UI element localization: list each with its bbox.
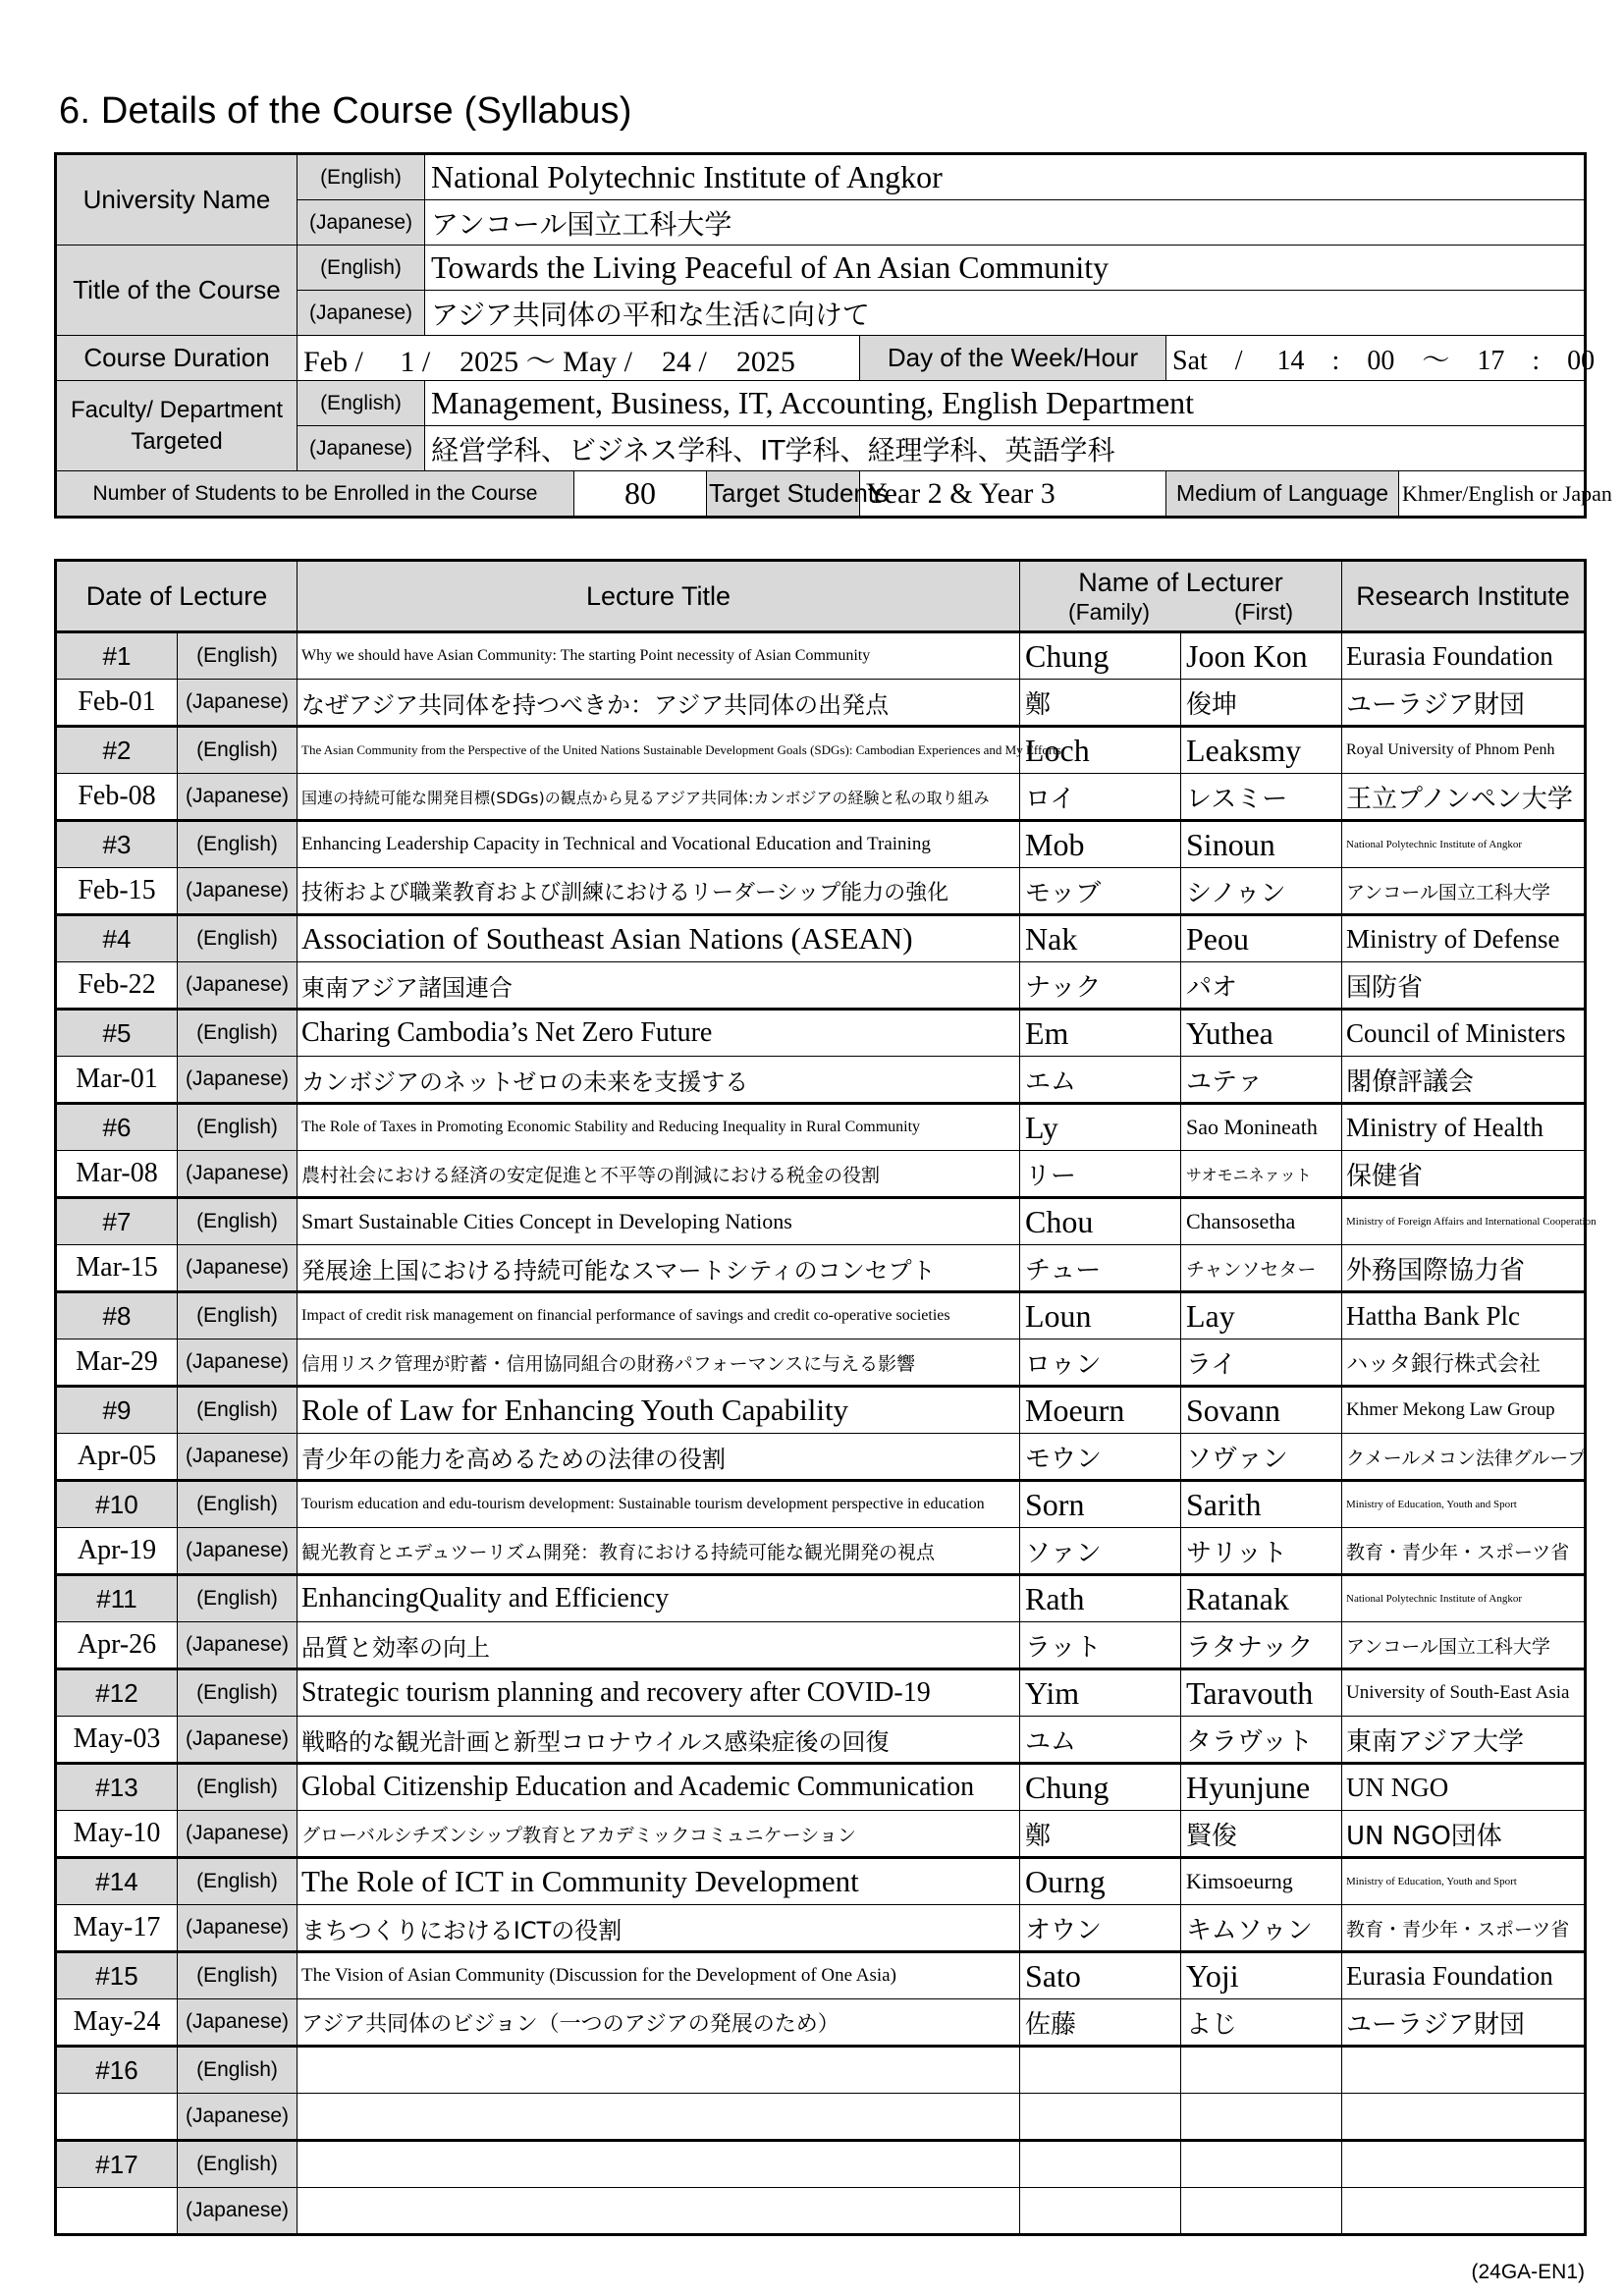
lecturer-first-name-en <box>1181 2047 1342 2094</box>
research-institute-en: Council of Ministers <box>1342 1010 1586 1057</box>
lecturer-first-name-jp: ユテァ <box>1181 1057 1342 1104</box>
course-duration-label: Course Duration <box>56 336 298 381</box>
lang-label-japanese: (Japanese) <box>178 2188 298 2235</box>
lang-label-japanese: (Japanese) <box>178 1528 298 1575</box>
lecture-number: #3 <box>56 821 178 868</box>
header-first-name: (First) <box>1233 599 1293 625</box>
lecturer-family-name-jp: ソァン <box>1020 1528 1181 1575</box>
lecturer-family-name-jp: 鄭 <box>1020 1811 1181 1858</box>
lecture-row-english <box>56 1387 1586 1434</box>
lecture-number: #5 <box>56 1010 178 1057</box>
research-institute-en: Ministry of Education, Youth and Sport <box>1342 1481 1586 1528</box>
research-institute-en <box>1342 2141 1586 2188</box>
lecturer-first-name-jp: ソヴァン <box>1181 1434 1342 1481</box>
lecture-row-english <box>56 1198 1586 1245</box>
header-lecturer-name-label: Name of Lecturer <box>1078 568 1283 597</box>
target-students-value: Year 2 & Year 3 <box>860 471 1166 518</box>
lecture-row-japanese <box>56 2188 1586 2235</box>
lecture-date: Apr-05 <box>56 1434 178 1481</box>
lecturer-first-name-jp: タラヴット <box>1181 1717 1342 1764</box>
lecturer-family-name-jp: 鄭 <box>1020 680 1181 727</box>
lang-label-japanese: (Japanese) <box>178 680 298 727</box>
lang-label-english: (English) <box>178 915 298 962</box>
lecturer-first-name-en: Leaksmy <box>1181 727 1342 774</box>
lecturer-family-name-en: Mob <box>1020 821 1181 868</box>
lecture-date: Apr-26 <box>56 1622 178 1669</box>
research-institute-en <box>1342 2047 1586 2094</box>
lecturer-first-name-en: Lay <box>1181 1292 1342 1339</box>
lang-label-english: (English) <box>178 1010 298 1057</box>
lecture-title-en <box>298 2141 1020 2188</box>
lang-label-english: (English) <box>298 381 425 426</box>
lecture-row-japanese <box>56 2094 1586 2141</box>
lecture-row-english <box>56 915 1586 962</box>
lecture-title-en: The Role of Taxes in Promoting Economic Stability and Reducing Inequality in Rural Community <box>298 1104 1020 1151</box>
lang-label-japanese: (Japanese) <box>178 1811 298 1858</box>
research-institute-en: Eurasia Foundation <box>1342 1952 1586 1999</box>
lecture-title-en: Global Citizenship Education and Academic Communication <box>298 1764 1020 1811</box>
lecture-title-jp: 信用リスク管理が貯蓄・信用協同組合の財務パフォーマンスに与える影響 <box>298 1339 1020 1387</box>
lang-label-japanese: (Japanese) <box>178 1717 298 1764</box>
lecture-title-en: Role of Law for Enhancing Youth Capability <box>298 1387 1020 1434</box>
lecture-row-japanese <box>56 774 1586 821</box>
lang-label-english: (English) <box>178 2047 298 2094</box>
lecture-row-japanese <box>56 1057 1586 1104</box>
lang-label-english: (English) <box>178 2141 298 2188</box>
lecture-number: #9 <box>56 1387 178 1434</box>
lecture-number: #17 <box>56 2141 178 2188</box>
lecture-number: #12 <box>56 1669 178 1717</box>
header-family-name: (Family) <box>1067 599 1151 625</box>
lecture-date: Apr-19 <box>56 1528 178 1575</box>
lecture-number: #16 <box>56 2047 178 2094</box>
lecture-row-english <box>56 1669 1586 1717</box>
lecturer-first-name-en: Sarith <box>1181 1481 1342 1528</box>
lang-label-japanese: (Japanese) <box>178 1905 298 1952</box>
lecture-row-english <box>56 1104 1586 1151</box>
lecture-row-english <box>56 2141 1586 2188</box>
lecturer-family-name-jp: ユム <box>1020 1717 1181 1764</box>
lecture-title-en: The Role of ICT in Community Development <box>298 1858 1020 1905</box>
lecturer-first-name-en: Yuthea <box>1181 1010 1342 1057</box>
lecture-title-en: The Vision of Asian Community (Discussion for the Development of One Asia) <box>298 1952 1020 1999</box>
lecture-title-jp: 技術および職業教育および訓練におけるリーダーシップ能力の強化 <box>298 868 1020 915</box>
lecture-title-en: Strategic tourism planning and recovery after COVID-19 <box>298 1669 1020 1717</box>
lecture-title-jp: まちつくりにおけるICTの役割 <box>298 1905 1020 1952</box>
lecture-row-english <box>56 1481 1586 1528</box>
lang-label-japanese: (Japanese) <box>178 1339 298 1387</box>
lecture-rows <box>56 632 1597 2235</box>
lecture-title-jp: グローバルシチズンシップ教育とアカデミックコミュニケーション <box>298 1811 1020 1858</box>
lecturer-first-name-jp: サオモニネァット <box>1181 1151 1342 1198</box>
faculty-label: Faculty/ Department Targeted <box>56 381 298 471</box>
research-institute-jp: アンコール国立工科大学 <box>1342 1622 1586 1669</box>
lang-label-english: (English) <box>178 727 298 774</box>
lecture-title-en <box>298 2047 1020 2094</box>
lecture-title-jp <box>298 2094 1020 2141</box>
lecturer-family-name-jp: チュー <box>1020 1245 1181 1292</box>
lecturer-family-name-en: Rath <box>1020 1575 1181 1622</box>
lecture-row-japanese <box>56 1245 1586 1292</box>
research-institute-jp: ハッタ銀行株式会社 <box>1342 1339 1586 1387</box>
lecturer-first-name-jp: ライ <box>1181 1339 1342 1387</box>
lecture-title-jp <box>298 2188 1020 2235</box>
lecturer-family-name-en <box>1020 2047 1181 2094</box>
lang-label-english: (English) <box>298 154 425 200</box>
lecturer-first-name-en: Sinoun <box>1181 821 1342 868</box>
lecture-date: Feb-15 <box>56 868 178 915</box>
lecture-title-en: Enhancing Leadership Capacity in Technical and Vocational Education and Training <box>298 821 1020 868</box>
lecture-date: May-17 <box>56 1905 178 1952</box>
research-institute-jp: 教育・青少年・スポーツ省 <box>1342 1528 1586 1575</box>
lecturer-first-name-jp <box>1181 2188 1342 2235</box>
lecture-title-en: Charing Cambodia’s Net Zero Future <box>298 1010 1020 1057</box>
lecturer-family-name-jp: エム <box>1020 1057 1181 1104</box>
lecturer-family-name-en: Yim <box>1020 1669 1181 1717</box>
lecture-row-english <box>56 2047 1586 2094</box>
lecturer-family-name-jp: ロゥン <box>1020 1339 1181 1387</box>
lecture-number: #1 <box>56 632 178 680</box>
medium-language-label: Medium of Language <box>1166 471 1399 518</box>
lecturer-family-name-en: Loch <box>1020 727 1181 774</box>
lecture-title-jp: 戦略的な観光計画と新型コロナウイルス感染症後の回復 <box>298 1717 1020 1764</box>
lecturer-family-name-en: Nak <box>1020 915 1181 962</box>
lecturer-first-name-jp: キムソゥン <box>1181 1905 1342 1952</box>
lang-label-japanese: (Japanese) <box>178 1057 298 1104</box>
lecture-row-english <box>56 821 1586 868</box>
research-institute-en: University of South-East Asia <box>1342 1669 1586 1717</box>
lecture-row-japanese <box>56 1622 1586 1669</box>
lecturer-first-name-jp: パオ <box>1181 962 1342 1010</box>
research-institute-en: Hattha Bank Plc <box>1342 1292 1586 1339</box>
research-institute-en: Ministry of Education, Youth and Sport <box>1342 1858 1586 1905</box>
research-institute-jp: 国防省 <box>1342 962 1586 1010</box>
research-institute-jp: 保健省 <box>1342 1151 1586 1198</box>
lecture-date <box>56 2188 178 2235</box>
lecturer-first-name-en: Chansosetha <box>1181 1198 1342 1245</box>
lecture-title-jp: 発展途上国における持続可能なスマートシティのコンセプト <box>298 1245 1020 1292</box>
lecture-number: #14 <box>56 1858 178 1905</box>
research-institute-en: UN NGO <box>1342 1764 1586 1811</box>
lecturer-family-name-jp: ロイ <box>1020 774 1181 821</box>
lecturer-first-name-jp: 賢俊 <box>1181 1811 1342 1858</box>
lecture-title-jp: 品質と効率の向上 <box>298 1622 1020 1669</box>
num-students-label: Number of Students to be Enrolled in the Course <box>56 471 574 518</box>
university-name-en: National Polytechnic Institute of Angkor <box>425 154 1586 200</box>
lecturer-first-name-en: Joon Kon <box>1181 632 1342 680</box>
lecture-date: Feb-01 <box>56 680 178 727</box>
lang-label-japanese: (Japanese) <box>178 2094 298 2141</box>
lecture-title-jp: 観光教育とエデュツーリズム開発：教育における持続可能な観光開発の視点 <box>298 1528 1020 1575</box>
lecturer-first-name-en: Kimsoeurng <box>1181 1858 1342 1905</box>
lecture-title-en: EnhancingQuality and Efficiency <box>298 1575 1020 1622</box>
lecture-number: #13 <box>56 1764 178 1811</box>
lecture-number: #15 <box>56 1952 178 1999</box>
research-institute-en: Ministry of Defense <box>1342 915 1586 962</box>
lecture-title-jp: カンボジアのネットゼロの未来を支援する <box>298 1057 1020 1104</box>
lecture-date: May-10 <box>56 1811 178 1858</box>
lang-label-english: (English) <box>298 246 425 291</box>
header-date-of-lecture: Date of Lecture <box>56 561 298 632</box>
research-institute-jp: 教育・青少年・スポーツ省 <box>1342 1905 1586 1952</box>
lang-label-english: (English) <box>178 1764 298 1811</box>
lecturer-family-name-en: Chung <box>1020 632 1181 680</box>
lecture-title-en: The Asian Community from the Perspective of the United Nations Sustainable Development Goals (SDGs): Cambodian Experiences and My Efforts <box>298 727 1020 774</box>
lecture-title-en: Tourism education and edu-tourism development: Sustainable tourism development perspective in education <box>298 1481 1020 1528</box>
lecture-title-en: Association of Southeast Asian Nations (ASEAN) <box>298 915 1020 962</box>
lang-label-english: (English) <box>178 1858 298 1905</box>
lecturer-family-name-en: Chou <box>1020 1198 1181 1245</box>
lang-label-english: (English) <box>178 1387 298 1434</box>
lang-label-japanese: (Japanese) <box>178 1245 298 1292</box>
lecturer-family-name-en: Chung <box>1020 1764 1181 1811</box>
lecture-row-english <box>56 727 1586 774</box>
lecture-date: Feb-08 <box>56 774 178 821</box>
lecture-number: #8 <box>56 1292 178 1339</box>
lang-label-english: (English) <box>178 1198 298 1245</box>
lecture-row-english <box>56 1575 1586 1622</box>
research-institute-jp: UN NGO団体 <box>1342 1811 1586 1858</box>
lecture-date: May-24 <box>56 1999 178 2047</box>
lecture-title-jp: アジア共同体のビジョン（一つのアジアの発展のため） <box>298 1999 1020 2047</box>
lang-label-english: (English) <box>178 1292 298 1339</box>
research-institute-en: Khmer Mekong Law Group <box>1342 1387 1586 1434</box>
lecturer-family-name-en: Sato <box>1020 1952 1181 1999</box>
lecture-row-japanese <box>56 1999 1586 2047</box>
research-institute-jp <box>1342 2094 1586 2141</box>
lecturer-family-name-en: Ourng <box>1020 1858 1181 1905</box>
lang-label-japanese: (Japanese) <box>178 962 298 1010</box>
research-institute-jp: アンコール国立工科大学 <box>1342 868 1586 915</box>
lecturer-first-name-en: Sovann <box>1181 1387 1342 1434</box>
lecture-schedule-table <box>54 559 1597 2236</box>
research-institute-jp: 閣僚評議会 <box>1342 1057 1586 1104</box>
lang-label-japanese: (Japanese) <box>298 426 425 471</box>
page-title: 6. Details of the Course (Syllabus) <box>59 90 632 132</box>
lecturer-family-name-jp: モッブ <box>1020 868 1181 915</box>
lecture-row-english <box>56 632 1586 680</box>
lang-label-japanese: (Japanese) <box>178 1622 298 1669</box>
lecturer-family-name-jp: ラット <box>1020 1622 1181 1669</box>
lecturer-family-name-jp <box>1020 2094 1181 2141</box>
header-lecturer-name <box>1020 561 1342 632</box>
lecturer-first-name-en <box>1181 2141 1342 2188</box>
target-students-label: Target Students <box>707 471 860 518</box>
lecture-row-japanese <box>56 1434 1586 1481</box>
lecturer-family-name-en: Sorn <box>1020 1481 1181 1528</box>
lecturer-first-name-jp: 俊坤 <box>1181 680 1342 727</box>
lecture-title-jp: なぜアジア共同体を持つべきか：アジア共同体の出発点 <box>298 680 1020 727</box>
lecture-row-japanese <box>56 680 1586 727</box>
lecture-row-japanese <box>56 1151 1586 1198</box>
lecture-date: Mar-08 <box>56 1151 178 1198</box>
lecturer-family-name-jp: オウン <box>1020 1905 1181 1952</box>
lecture-title-jp: 農村社会における経済の安定促進と不平等の削減における税金の役割 <box>298 1151 1020 1198</box>
form-code: (24GA-EN1) <box>1471 2261 1585 2283</box>
lecture-title-jp: 東南アジア諸国連合 <box>298 962 1020 1010</box>
lecture-title-en: Smart Sustainable Cities Concept in Developing Nations <box>298 1198 1020 1245</box>
research-institute-jp: クメールメコン法律グループ <box>1342 1434 1586 1481</box>
university-name-jp: アンコール国立工科大学 <box>425 200 1586 246</box>
faculty-jp: 経営学科、ビジネス学科、IT学科、経理学科、英語学科 <box>425 426 1586 471</box>
lecture-row-japanese <box>56 1905 1586 1952</box>
lecture-row-english <box>56 1010 1586 1057</box>
faculty-en: Management, Business, IT, Accounting, English Department <box>425 381 1586 426</box>
lecture-row-english <box>56 1764 1586 1811</box>
lecturer-first-name-en: Ratanak <box>1181 1575 1342 1622</box>
lecture-row-japanese <box>56 868 1586 915</box>
lecture-row-japanese <box>56 1339 1586 1387</box>
lang-label-japanese: (Japanese) <box>178 1999 298 2047</box>
lecturer-first-name-en: Taravouth <box>1181 1669 1342 1717</box>
lecturer-first-name-en: Hyunjune <box>1181 1764 1342 1811</box>
research-institute-en: National Polytechnic Institute of Angkor <box>1342 821 1586 868</box>
lecturer-first-name-jp <box>1181 2094 1342 2141</box>
research-institute-jp: 外務国際協力省 <box>1342 1245 1586 1292</box>
lang-label-english: (English) <box>178 1104 298 1151</box>
lecture-row-japanese <box>56 1811 1586 1858</box>
lecture-date <box>56 2094 178 2141</box>
header-lecture-title: Lecture Title <box>298 561 1020 632</box>
lecture-title-en: Impact of credit risk management on financial performance of savings and credit co-operative societies <box>298 1292 1020 1339</box>
lang-label-japanese: (Japanese) <box>178 774 298 821</box>
lecturer-family-name-en: Loun <box>1020 1292 1181 1339</box>
day-hour-value: Sat / 14 : 00 ～ 17 : 00 <box>1166 336 1586 381</box>
lang-label-japanese: (Japanese) <box>298 291 425 336</box>
lecture-date: Mar-01 <box>56 1057 178 1104</box>
lecturer-first-name-en: Yoji <box>1181 1952 1342 1999</box>
course-title-en: Towards the Living Peaceful of An Asian Community <box>425 246 1586 291</box>
lecturer-first-name-jp: よじ <box>1181 1999 1342 2047</box>
lecture-date: Feb-22 <box>56 962 178 1010</box>
lang-label-japanese: (Japanese) <box>298 200 425 246</box>
lecture-title-jp: 青少年の能力を高めるための法律の役割 <box>298 1434 1020 1481</box>
lecture-date: Mar-29 <box>56 1339 178 1387</box>
research-institute-en: Eurasia Foundation <box>1342 632 1586 680</box>
lecturer-first-name-jp: レスミー <box>1181 774 1342 821</box>
lecture-row-english <box>56 1858 1586 1905</box>
lecture-number: #11 <box>56 1575 178 1622</box>
day-hour-label: Day of the Week/Hour <box>860 336 1166 381</box>
course-title-label: Title of the Course <box>56 246 298 336</box>
course-title-jp: アジア共同体の平和な生活に向けて <box>425 291 1586 336</box>
university-name-label: University Name <box>56 154 298 246</box>
lang-label-japanese: (Japanese) <box>178 868 298 915</box>
lecturer-family-name-jp <box>1020 2188 1181 2235</box>
lecture-date: Mar-15 <box>56 1245 178 1292</box>
research-institute-en: Royal University of Phnom Penh <box>1342 727 1586 774</box>
research-institute-jp: 東南アジア大学 <box>1342 1717 1586 1764</box>
lecture-row-japanese <box>56 1717 1586 1764</box>
lang-label-english: (English) <box>178 821 298 868</box>
lecturer-family-name-jp: ナック <box>1020 962 1181 1010</box>
lang-label-english: (English) <box>178 632 298 680</box>
lecturer-family-name-jp: 佐藤 <box>1020 1999 1181 2047</box>
research-institute-en: Ministry of Health <box>1342 1104 1586 1151</box>
lang-label-english: (English) <box>178 1575 298 1622</box>
lecture-row-english <box>56 1952 1586 1999</box>
lecturer-family-name-en <box>1020 2141 1181 2188</box>
lecturer-family-name-jp: リー <box>1020 1151 1181 1198</box>
research-institute-jp: 王立プノンペン大学 <box>1342 774 1586 821</box>
lecture-title-en: Why we should have Asian Community: The starting Point necessity of Asian Community <box>298 632 1020 680</box>
lecturer-family-name-jp: モウン <box>1020 1434 1181 1481</box>
lecture-number: #10 <box>56 1481 178 1528</box>
research-institute-jp <box>1342 2188 1586 2235</box>
lang-label-english: (English) <box>178 1952 298 1999</box>
course-info-table <box>54 152 1612 519</box>
lecture-date: May-03 <box>56 1717 178 1764</box>
research-institute-jp: ユーラジア財団 <box>1342 680 1586 727</box>
lang-label-japanese: (Japanese) <box>178 1434 298 1481</box>
lecturer-first-name-jp: ラタナック <box>1181 1622 1342 1669</box>
lecturer-family-name-en: Em <box>1020 1010 1181 1057</box>
medium-language-value: Khmer/English or Japan <box>1399 471 1586 518</box>
lecture-row-japanese <box>56 1528 1586 1575</box>
lecturer-first-name-jp: サリット <box>1181 1528 1342 1575</box>
lang-label-english: (English) <box>178 1669 298 1717</box>
research-institute-en: National Polytechnic Institute of Angkor <box>1342 1575 1586 1622</box>
lecture-number: #4 <box>56 915 178 962</box>
num-students-value: 80 <box>574 471 707 518</box>
lecturer-first-name-en: Peou <box>1181 915 1342 962</box>
lecture-number: #2 <box>56 727 178 774</box>
research-institute-en: Ministry of Foreign Affairs and International Cooperation <box>1342 1198 1586 1245</box>
lecturer-first-name-jp: チャンソセター <box>1181 1245 1342 1292</box>
lecture-row-english <box>56 1292 1586 1339</box>
lecturer-family-name-en: Ly <box>1020 1104 1181 1151</box>
research-institute-jp: ユーラジア財団 <box>1342 1999 1586 2047</box>
lecturer-first-name-en: Sao Monineath <box>1181 1104 1342 1151</box>
lang-label-english: (English) <box>178 1481 298 1528</box>
lecture-row-japanese <box>56 962 1586 1010</box>
course-duration-value: Feb / 1 / 2025 ～ May / 24 / 2025 <box>298 336 860 381</box>
header-research-institute: Research Institute <box>1342 561 1586 632</box>
lecture-number: #7 <box>56 1198 178 1245</box>
lecture-number: #6 <box>56 1104 178 1151</box>
lang-label-japanese: (Japanese) <box>178 1151 298 1198</box>
lecturer-first-name-jp: シノゥン <box>1181 868 1342 915</box>
lecture-title-jp: 国連の持続可能な開発目標(SDGs)の観点から見るアジア共同体:カンボジアの経験と私の取り組み <box>298 774 1020 821</box>
lecturer-family-name-en: Moeurn <box>1020 1387 1181 1434</box>
